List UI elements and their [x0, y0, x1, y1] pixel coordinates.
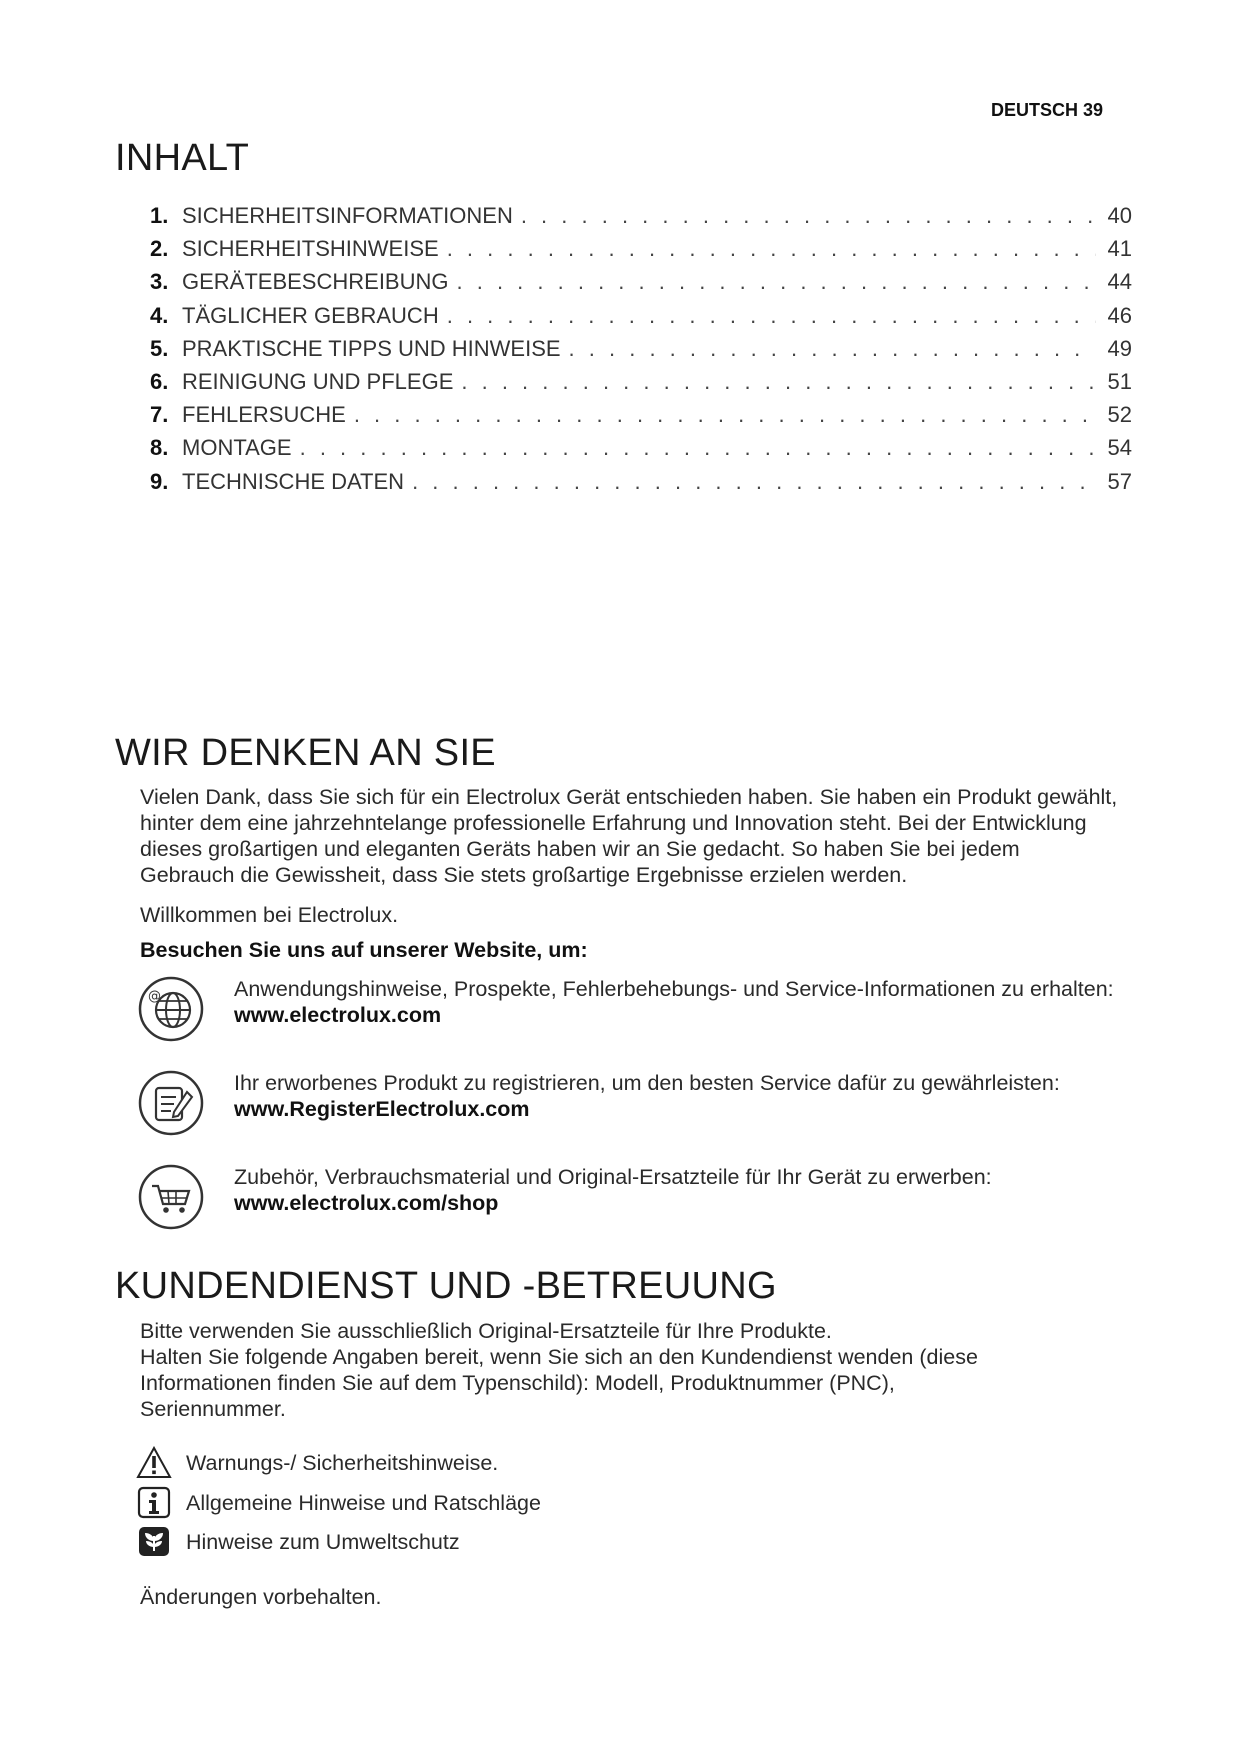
website-link[interactable]: www.RegisterElectrolux.com — [234, 1097, 530, 1121]
legend-item-info — [136, 1486, 541, 1520]
toc-entry[interactable] — [150, 336, 1132, 369]
toc-entry-page: 40 — [1107, 203, 1132, 228]
info-icon — [136, 1486, 172, 1520]
toc-entry[interactable] — [150, 402, 1132, 435]
intro-paragraph: Vielen Dank, dass Sie sich für ein Electrolux Gerät entschieden haben. Sie haben ein Produkt gewählt, hinter dem eine jahrzehntelange professionelle Erfahrung und Innovation steht. Bei der Entwicklung dieses großartigen und eleganten Geräts haben wir an Sie gedacht. So haben Sie bei jedem Gebrauch die Gewissheit, dass Sie stets großartige Ergebnisse erzielen werden. — [140, 785, 1118, 887]
visit-heading: Besuchen Sie uns auf unserer Website, um: — [140, 938, 588, 962]
toc-entry-title: REINIGUNG UND PFLEGE — [182, 368, 454, 394]
intro-title: WIR DENKEN AN SIE — [115, 732, 496, 774]
toc-title: INHALT — [115, 137, 250, 179]
toc-entry-number: 5. — [150, 335, 169, 361]
page-header: DEUTSCH 39 — [990, 100, 1103, 120]
warning-icon — [136, 1446, 172, 1480]
toc-entry-title: MONTAGE — [182, 435, 292, 461]
toc-entry-number: 8. — [150, 435, 169, 461]
service-line-details: Halten Sie folgende Angaben bereit, wenn Sie sich an den Kundendienst wenden (diese Informationen finden Sie auf dem Typenschild): Modell, Produktnummer (PNC), Seriennummer. — [140, 1345, 978, 1421]
environment-icon — [136, 1525, 172, 1559]
globe-icon — [138, 976, 204, 1042]
toc-entry[interactable] — [150, 435, 1132, 468]
toc-entry[interactable] — [150, 203, 1132, 236]
toc-entry-title: TECHNISCHE DATEN — [182, 468, 405, 494]
toc-leader-dots — [412, 469, 1096, 495]
toc-leader-dots — [457, 269, 1097, 295]
toc-entry-number: 7. — [150, 402, 169, 428]
toc-leader-dots — [569, 336, 1096, 362]
legend-item-warning — [136, 1446, 498, 1480]
web-item-text — [234, 1070, 1134, 1122]
toc-leader-dots — [300, 435, 1096, 461]
toc-entry-page: 57 — [1107, 468, 1132, 494]
toc-leader-dots — [447, 303, 1096, 329]
toc-leader-dots — [447, 236, 1096, 262]
toc-entry-page: 41 — [1107, 236, 1132, 262]
web-item-description: Ihr erworbenes Produkt zu registrieren, um den besten Service dafür zu gewährleisten: — [234, 1071, 1060, 1095]
shopping-cart-icon — [138, 1164, 204, 1230]
toc-entry-page: 46 — [1107, 302, 1132, 328]
toc-entry-title: FEHLERSUCHE — [182, 402, 346, 428]
toc-entry-page: 54 — [1107, 435, 1132, 461]
toc-entry[interactable] — [150, 303, 1132, 336]
legend-label: Allgemeine Hinweise und Ratschläge — [186, 1490, 541, 1515]
toc-entry[interactable] — [150, 469, 1132, 502]
toc-entry-number: 3. — [150, 269, 169, 295]
toc-leader-dots — [354, 402, 1096, 428]
toc-entry-number: 9. — [150, 468, 169, 494]
toc-leader-dots — [521, 203, 1096, 229]
toc-entry-title: TÄGLICHER GEBRAUCH — [182, 302, 439, 328]
legend-label: Warnungs-/ Sicherheitshinweise. — [186, 1450, 499, 1475]
svg-text:@: @ — [148, 989, 161, 1004]
web-item-description: Zubehör, Verbrauchsmaterial und Original-Ersatzteile für Ihr Gerät zu erwerben: — [234, 1165, 992, 1189]
toc-entry-title: GERÄTEBESCHREIBUNG — [182, 269, 449, 295]
service-line-parts: Bitte verwenden Sie ausschließlich Original-Ersatzteile für Ihre Produkte. — [140, 1319, 832, 1343]
web-item-description: Anwendungshinweise, Prospekte, Fehlerbehebungs- und Service-Informationen zu erhalten: — [234, 977, 1114, 1001]
toc-entry[interactable] — [150, 236, 1132, 269]
legend-item-environment — [136, 1525, 460, 1559]
toc-entry[interactable] — [150, 369, 1132, 402]
website-link[interactable]: www.electrolux.com/shop — [234, 1191, 499, 1215]
toc-leader-dots — [461, 369, 1096, 395]
service-title: KUNDENDIENST UND -BETREUUNG — [115, 1265, 777, 1307]
toc-entry-number: 1. — [150, 203, 169, 228]
toc-entry[interactable] — [150, 269, 1132, 302]
web-item-text — [234, 1164, 1134, 1216]
service-text — [140, 1318, 1040, 1422]
register-form-icon — [138, 1070, 204, 1136]
website-link[interactable]: www.electrolux.com — [234, 1003, 442, 1027]
toc-entry-number: 6. — [150, 368, 169, 394]
toc-entry-title: SICHERHEITSHINWEISE — [182, 236, 439, 262]
toc-entry-page: 44 — [1107, 269, 1132, 295]
toc-entry-page: 52 — [1107, 402, 1132, 428]
changes-note: Änderungen vorbehalten. — [140, 1585, 382, 1609]
toc-entry-number: 4. — [150, 302, 169, 328]
toc-entry-number: 2. — [150, 236, 169, 262]
legend-label: Hinweise zum Umweltschutz — [186, 1529, 460, 1554]
toc-entry-page: 49 — [1107, 335, 1132, 361]
welcome-text: Willkommen bei Electrolux. — [140, 903, 399, 927]
toc-entry-page: 51 — [1107, 368, 1132, 394]
web-item-text — [234, 976, 1134, 1028]
toc-entry-title: PRAKTISCHE TIPPS UND HINWEISE — [182, 335, 561, 361]
table-of-contents — [150, 203, 1132, 502]
toc-entry-title: SICHERHEITSINFORMATIONEN — [182, 203, 513, 228]
